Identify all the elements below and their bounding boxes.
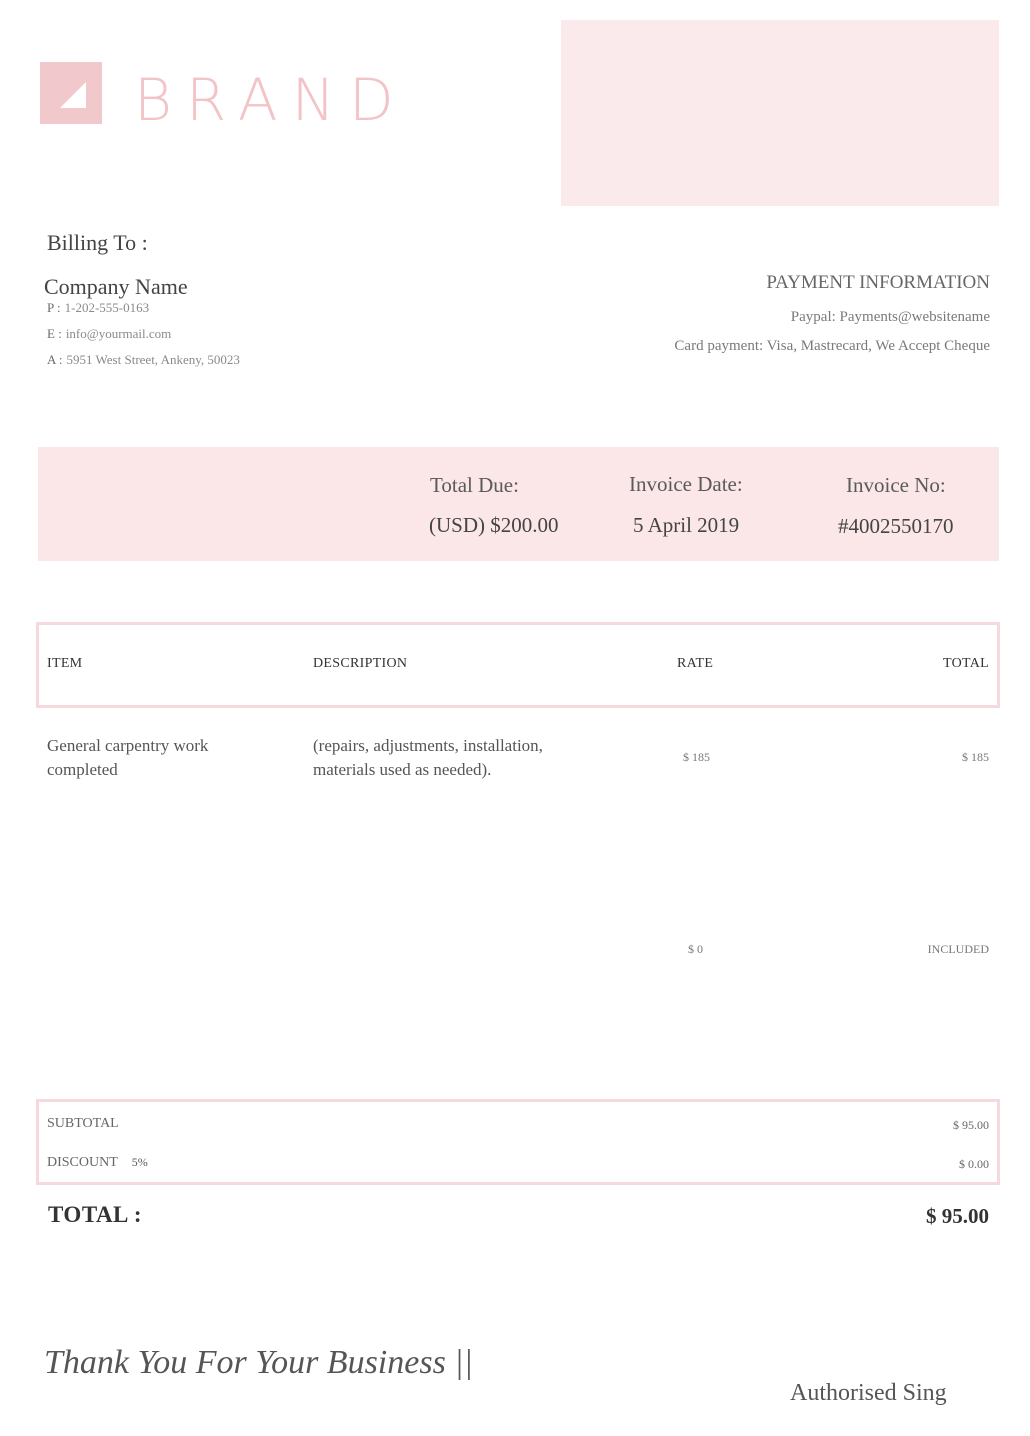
discount-rate: 5% [131, 1155, 148, 1169]
invoice-no-label: Invoice No: [846, 473, 946, 497]
table-row-item: General carpentry work completed [47, 736, 209, 779]
grand-total-label: TOTAL : [48, 1202, 143, 1227]
phone-value: 1-202-555-0163 [64, 300, 150, 315]
table-row-total: INCLUDED [927, 942, 989, 956]
items-table-header [36, 622, 1000, 708]
logo-mark-icon [40, 62, 102, 124]
column-header-item: ITEM [47, 656, 83, 671]
billing-email [47, 326, 171, 342]
subtotal-label: SUBTOTAL [47, 1116, 119, 1131]
discount-row [47, 1155, 148, 1171]
invoice-date-label: Invoice Date: [629, 472, 743, 496]
payment-paypal: Paypal: Payments@websitename [790, 309, 990, 325]
thank-you-note: Thank You For Your Business || [44, 1344, 474, 1381]
billing-title: Billing To : [47, 230, 148, 255]
table-row-rate: $ 185 [683, 750, 710, 764]
table-row-rate: $ 0 [688, 942, 703, 956]
column-header-description: DESCRIPTION [313, 656, 408, 671]
table-row-total: $ 185 [962, 750, 989, 764]
email-label: E : [47, 326, 62, 341]
email-value: info@yourmail.com [65, 326, 172, 341]
payment-title: PAYMENT INFORMATION [766, 272, 990, 293]
subtotal-value: $ 95.00 [953, 1118, 989, 1132]
billing-address [47, 352, 240, 368]
invoice-no-value: #4002550170 [838, 514, 954, 538]
table-row-description: (repairs, adjustments, installation, materials used as needed). [313, 736, 543, 779]
phone-label: P : [47, 300, 61, 315]
company-name: Company Name [44, 274, 188, 299]
billing-phone [47, 300, 149, 316]
discount-value: $ 0.00 [959, 1157, 989, 1171]
totals-box [36, 1099, 1000, 1185]
total-due-label: Total Due: [430, 473, 519, 497]
grand-total-value: $ 95.00 [926, 1204, 989, 1228]
authorised-signature: Authorised Sing [790, 1380, 947, 1406]
brand-name: BRAND [134, 66, 408, 134]
invoice-summary-band [38, 447, 999, 561]
column-header-rate: RATE [677, 656, 714, 671]
payment-card: Card payment: Visa, Mastrecard, We Accept Cheque [674, 338, 990, 354]
address-label: A : [47, 352, 63, 367]
total-due-value: (USD) $200.00 [429, 513, 559, 537]
column-header-total: TOTAL [942, 656, 989, 671]
invoice-date-value: 5 April 2019 [633, 513, 740, 537]
brand-logo [40, 62, 102, 124]
header-placeholder-box [561, 20, 999, 206]
discount-label: DISCOUNT [47, 1155, 118, 1170]
address-value: 5951 West Street, Ankeny, 50023 [66, 352, 240, 367]
